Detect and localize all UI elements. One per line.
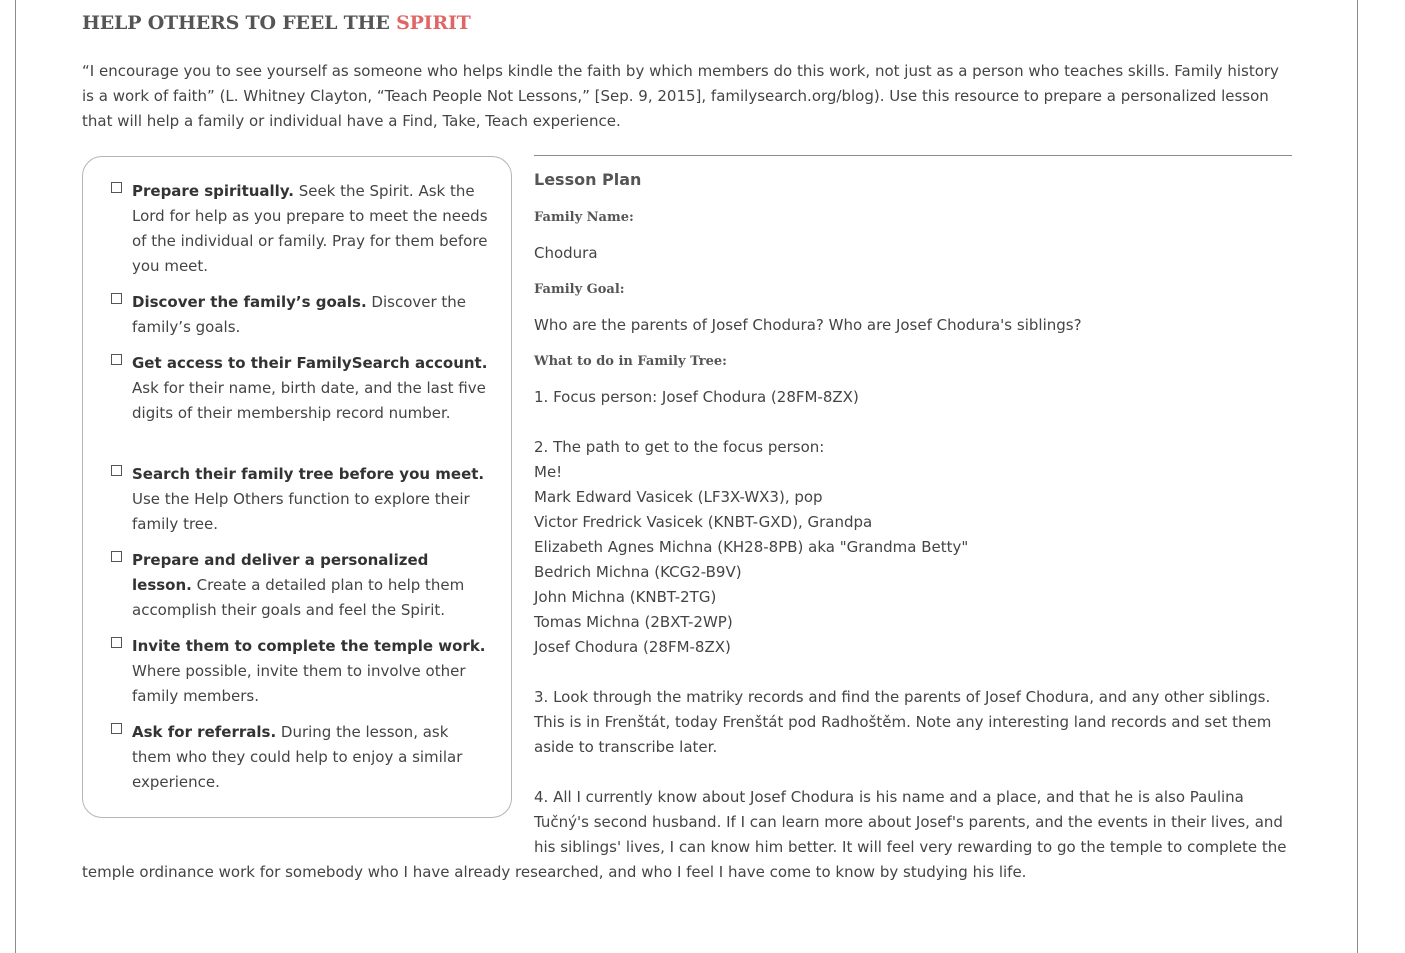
checklist-item-text: Create a detailed plan to help them accomplish their goals and feel the Spirit.: [132, 576, 465, 619]
checklist-item-text: Where possible, invite them to involve other family members.: [132, 662, 466, 705]
step-4: [82, 785, 1292, 885]
family-name-value: Chodura: [534, 244, 598, 262]
checkbox[interactable]: [111, 354, 122, 365]
step-3: 3. Look through the matriky records and find the parents of Josef Chodura, and any other siblings. This is in Frenštát, today Frenštát pod Radhoštěm. Note any interesting land records and set them aside to transcribe later.: [534, 688, 1272, 756]
checklist-item-title: Get access to their FamilySearch account.: [132, 354, 488, 372]
checkbox[interactable]: [111, 293, 122, 304]
checkbox[interactable]: [111, 723, 122, 734]
step-4-text: 4. All I currently know about Josef Chodura is his name and a place, and that he is also Paulina Tučný's second husband. If I can learn more about Josef's parents, and the events in their lives, and his siblings' lives, I can know him better. It will feel very rewarding to go the temple to complete the temple ordinance work for somebody who I have already researched, and who I feel I have come to know by studying his life.: [82, 788, 1287, 881]
family-tree-label: What to do in Family Tree:: [534, 354, 727, 369]
path-item: Me!: [534, 463, 563, 481]
path-item: Mark Edward Vasicek (LF3X-WX3), pop: [534, 488, 823, 506]
intro-quote: “I encourage you to see yourself as someone who helps kindle the faith by which members do this work, not just as a person who teaches skills. Family history is a work of faith” (L. Whitney Clayton, “Teach People Not Lessons,” [Sep. 9, 2015], familysearch.org/blog). Use this resource to prepare a personalized lesson that will help a family or individual have a Find, Take, Teach experience.: [82, 62, 1279, 130]
lesson-plan-heading: Lesson Plan: [534, 170, 642, 189]
checkbox[interactable]: [111, 637, 122, 648]
checklist-item-text: Discover the family’s goals.: [132, 293, 467, 336]
checklist-item-title: Invite them to complete the temple work.: [132, 637, 486, 655]
page-title: [82, 12, 471, 34]
checkbox[interactable]: [111, 551, 122, 562]
path-item: Elizabeth Agnes Michna (KH28-8PB) aka "Grandma Betty": [534, 538, 969, 556]
path-item: Tomas Michna (2BXT-2WP): [534, 613, 733, 631]
checklist-item-title: Search their family tree before you meet.: [132, 465, 485, 483]
checkbox[interactable]: [111, 182, 122, 193]
checklist-item-title: Prepare spiritually.: [132, 182, 294, 200]
family-goal-label: Family Goal:: [534, 282, 625, 297]
preparation-checklist: [82, 156, 512, 818]
checklist-item-text: Use the Help Others function to explore their family tree.: [132, 490, 470, 533]
checklist-item-title: Prepare and deliver a personalized lesson.: [132, 551, 429, 594]
checklist-item-title: Ask for referrals.: [132, 723, 277, 741]
checkbox[interactable]: [111, 465, 122, 476]
family-name-label: Family Name:: [534, 210, 634, 225]
path-item: Victor Fredrick Vasicek (KNBT-GXD), Grandpa: [534, 513, 873, 531]
path-item: Bedrich Michna (KCG2-B9V): [534, 563, 742, 581]
checklist-item-text: Ask for their name, birth date, and the last five digits of their membership record number.: [132, 379, 486, 422]
checklist-item-title: Discover the family’s goals.: [132, 293, 367, 311]
family-goal-value: Who are the parents of Josef Chodura? Who are Josef Chodura's siblings?: [534, 316, 1082, 334]
title-accent: SPIRIT: [396, 12, 471, 34]
checklist-item-text: Seek the Spirit. Ask the Lord for help as you prepare to meet the needs of the individual or family. Pray for them before you meet.: [132, 182, 488, 275]
path-item: Josef Chodura (28FM-8ZX): [534, 638, 731, 656]
title-main: HELP OTHERS TO FEEL THE: [82, 12, 397, 34]
lesson-plan-divider: [534, 155, 1292, 156]
checklist-item-text: During the lesson, ask them who they could help to enjoy a similar experience.: [132, 723, 463, 791]
step-1: 1. Focus person: Josef Chodura (28FM-8ZX): [534, 388, 859, 406]
step-2-intro: 2. The path to get to the focus person:: [534, 438, 825, 456]
path-item: John Michna (KNBT-2TG): [534, 588, 717, 606]
